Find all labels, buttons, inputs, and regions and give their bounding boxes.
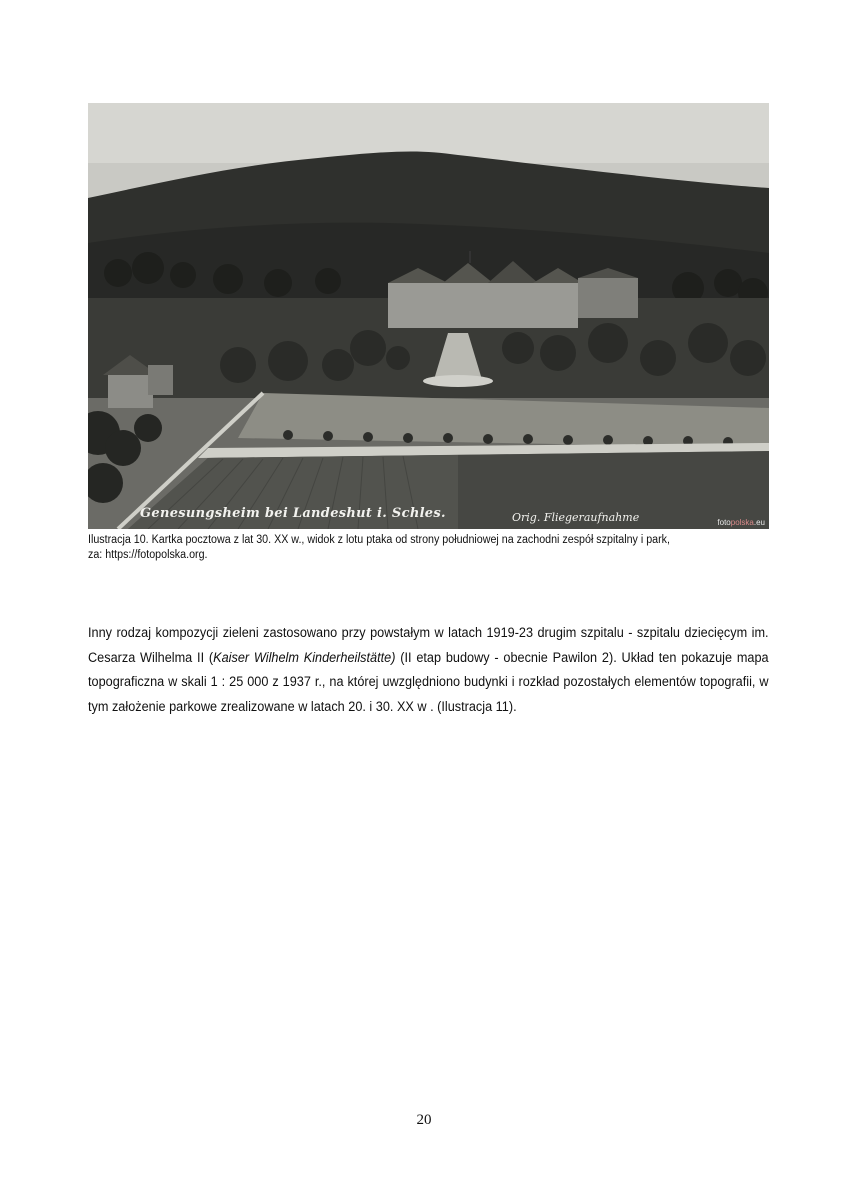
page-number: 20 [416, 1112, 432, 1128]
watermark: fotopolska.eu [717, 518, 765, 527]
paragraph-text-1: Inny rodzaj kompozycji zieleni zastosowano przy powstałym w latach 1919-23 drugim szpitalu - szpitalu dziecięcym im. Cesarza Wilhelma II ( [88, 625, 769, 665]
paragraph-italic-name: Kaiser Wilhelm Kinderheilstätte) [213, 649, 396, 665]
postcard-photo [88, 103, 769, 529]
caption-line-1: Ilustracja 10. Kartka pocztowa z lat 30. XX w., widok z lotu ptaka od strony południowej na zachodni zespół szpitalny i park, [88, 534, 671, 546]
postcard-aerial-note: Orig. Fliegeraufnahme [512, 511, 640, 524]
figure-caption [88, 533, 739, 563]
postcard-title-handwriting: Genesungsheim bei Landeshut i. Schles. [140, 506, 446, 521]
caption-line-2: za: https://fotopolska.org. [88, 549, 208, 561]
body-paragraph [88, 621, 769, 719]
aerial-view-image [88, 103, 769, 529]
paragraph-text-2: (II etap budowy - obecnie Pawilon 2). Układ ten pokazuje mapa topograficzna w skali 1 : 25 000 z 1937 r., na której uwzględniono budynki i rozkład pozostałych elementów topografii, w tym założenie parkowe zrealizowane w latach 20. i 30. XX w . (Ilustracja 11). [88, 649, 769, 714]
